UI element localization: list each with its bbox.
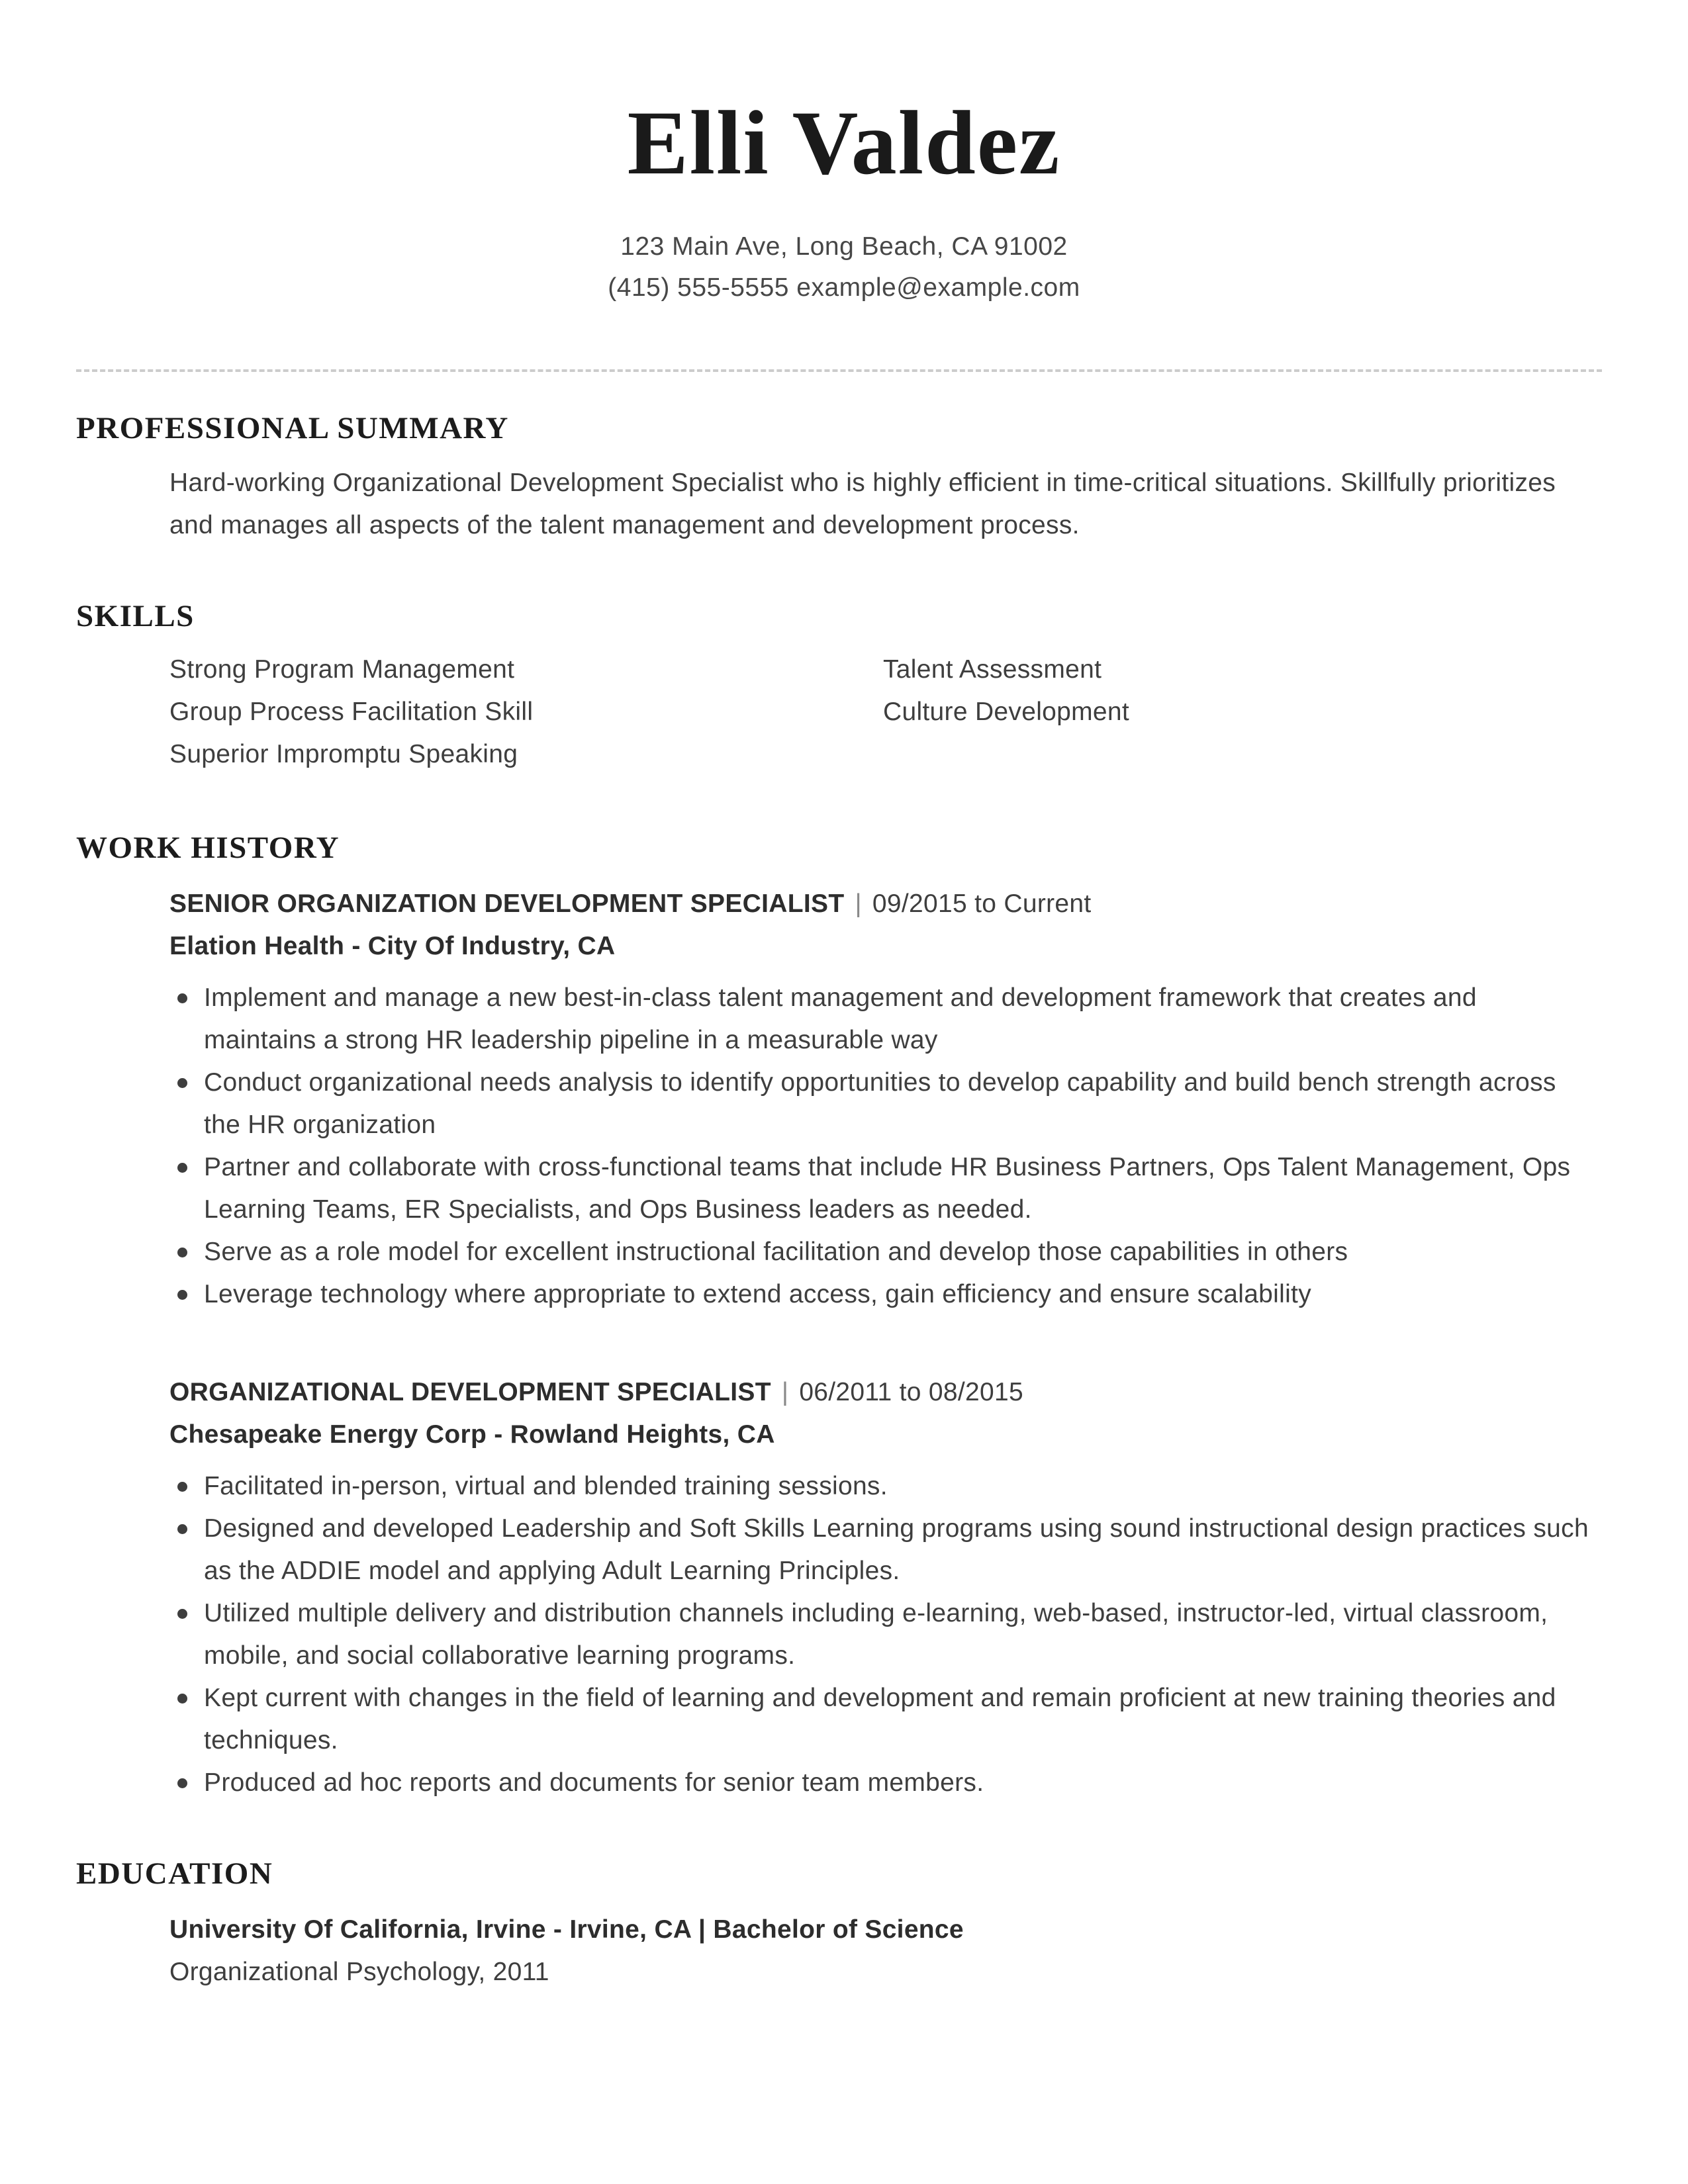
job-bullets (169, 1465, 1592, 1804)
section-professional-summary (0, 410, 1688, 547)
skills-column-right (883, 649, 1592, 776)
bullet-item: Designed and developed Leadership and Soft Skills Learning programs using sound instructional design practices such as the ADDIE model and applying Adult Learning Principles. (169, 1508, 1592, 1592)
education-detail: Organizational Psychology, 2011 (169, 1957, 549, 1986)
skills-column-left (169, 649, 883, 776)
job-title-separator: | (781, 1377, 789, 1406)
section-skills (0, 598, 1688, 776)
contact-line: (415) 555-5555 example@example.com (608, 273, 1080, 302)
job-dates: 06/2011 to 08/2015 (799, 1377, 1023, 1406)
job-title: SENIOR ORGANIZATION DEVELOPMENT SPECIALIST (169, 889, 845, 918)
bullet-item: Facilitated in-person, virtual and blended training sessions. (169, 1465, 1592, 1508)
bullet-item: Kept current with changes in the field of learning and development and remain proficient at new training theories and techniques. (169, 1677, 1592, 1762)
bullet-item: Partner and collaborate with cross-functional teams that include HR Business Partners, Ops Talent Management, Ops Learning Teams, ER Specialists, and Ops Business leaders as needed. (169, 1146, 1592, 1231)
job-entry (169, 883, 1592, 1316)
bullet-item: Implement and manage a new best-in-class talent management and development framework that creates and maintains a strong HR leadership pipeline in a measurable way (169, 977, 1592, 1062)
section-heading-work: WORK HISTORY (76, 830, 340, 865)
job-entry (169, 1371, 1592, 1804)
company-name: Chesapeake Energy Corp - Rowland Heights, CA (169, 1420, 775, 1449)
education-block (169, 1909, 1592, 1993)
education-degree-line: University Of California, Irvine - Irvine, CA | Bachelor of Science (169, 1915, 964, 1944)
skill-item: Strong Program Management (169, 655, 515, 684)
job-dates: 09/2015 to Current (872, 889, 1092, 918)
resume-header (0, 0, 1688, 308)
section-heading-skills: SKILLS (76, 598, 195, 633)
section-heading-summary: PROFESSIONAL SUMMARY (76, 410, 509, 445)
bullet-item: Utilized multiple delivery and distribution channels including e-learning, web-based, instructor-led, virtual classroom, mobile, and social collaborative learning programs. (169, 1592, 1592, 1677)
section-education (0, 1856, 1688, 1993)
skill-item: Group Process Facilitation Skill (169, 697, 534, 726)
dashed-divider (76, 369, 1602, 372)
address-line: 123 Main Ave, Long Beach, CA 91002 (620, 232, 1068, 261)
bullet-item: Leverage technology where appropriate to extend access, gain efficiency and ensure scalability (169, 1273, 1592, 1316)
job-title-line (169, 883, 1592, 925)
section-work-history (0, 830, 1688, 1804)
skill-item: Superior Impromptu Speaking (169, 739, 518, 768)
skill-item: Culture Development (883, 697, 1130, 726)
summary-text: Hard-working Organizational Development Specialist who is highly efficient in time-critical situations. Skillfully prioritizes and manages all aspects of the talent management and development process. (169, 468, 1556, 539)
job-title: ORGANIZATIONAL DEVELOPMENT SPECIALIST (169, 1377, 771, 1406)
section-heading-education: EDUCATION (76, 1856, 273, 1891)
job-title-line (169, 1371, 1592, 1414)
job-bullets (169, 977, 1592, 1316)
bullet-item: Produced ad hoc reports and documents for senior team members. (169, 1762, 1592, 1804)
bullet-item: Serve as a role model for excellent instructional facilitation and develop those capabilities in others (169, 1231, 1592, 1273)
company-name: Elation Health - City Of Industry, CA (169, 931, 616, 960)
job-title-separator: | (855, 889, 862, 918)
skills-grid (169, 649, 1592, 776)
candidate-name: Elli Valdez (627, 92, 1061, 193)
skill-item: Talent Assessment (883, 655, 1102, 684)
bullet-item: Conduct organizational needs analysis to identify opportunities to develop capability and build bench strength across the HR organization (169, 1062, 1592, 1146)
contact-block (0, 226, 1688, 308)
